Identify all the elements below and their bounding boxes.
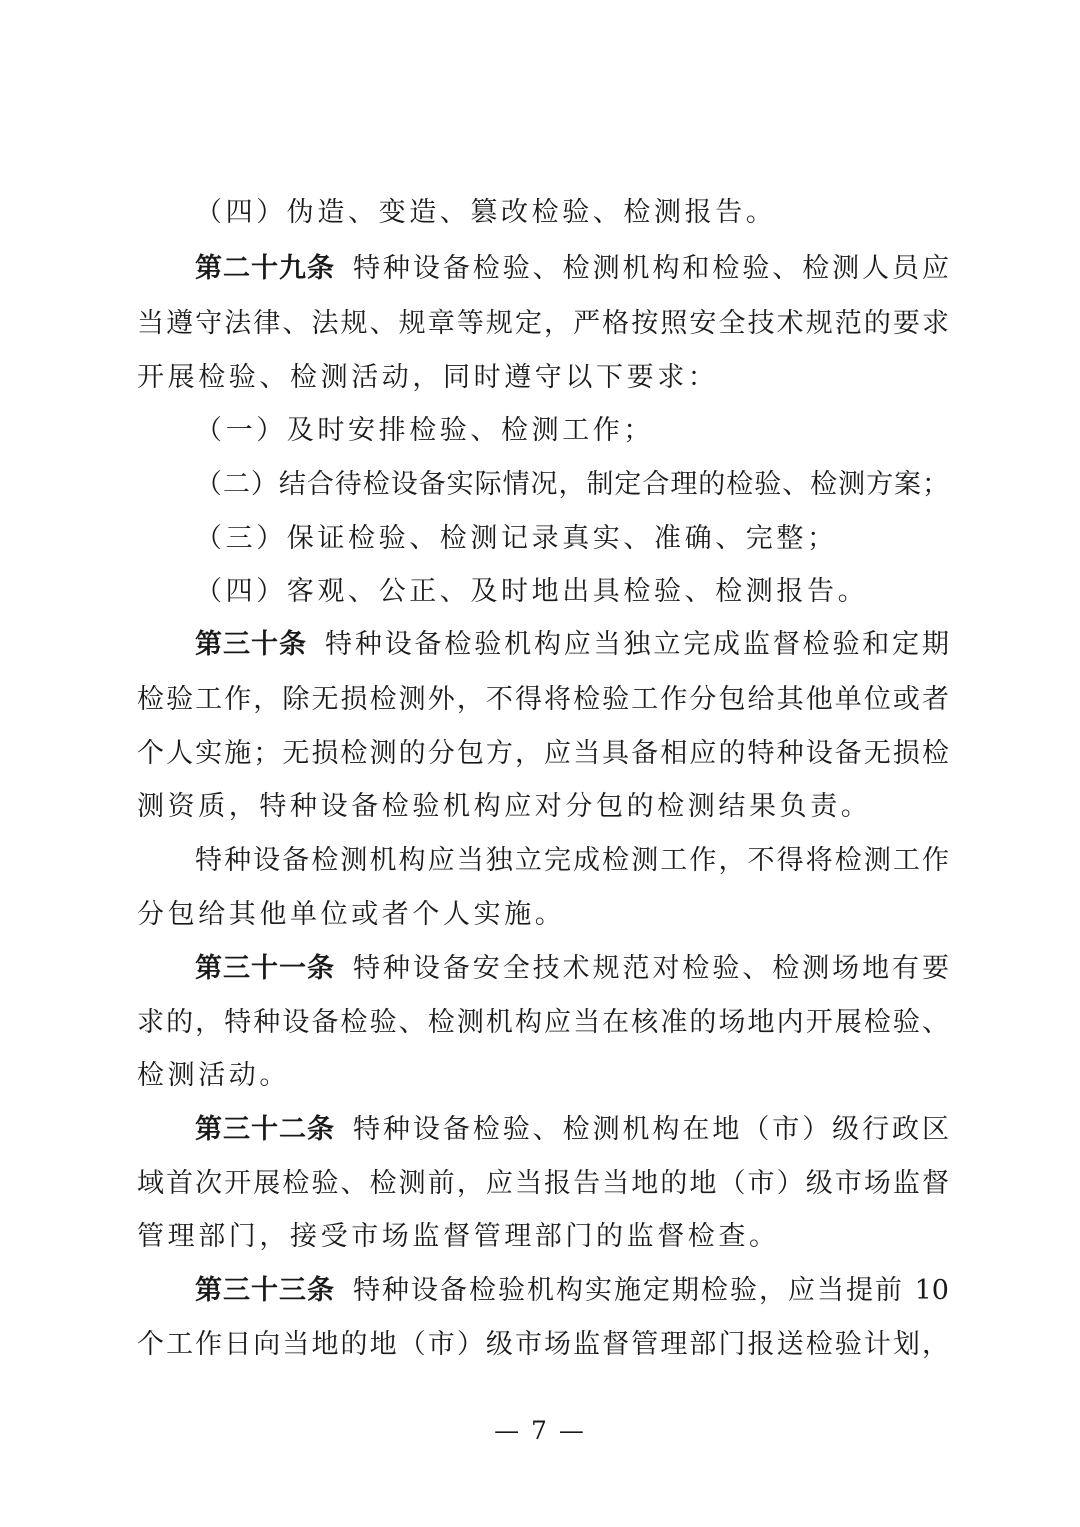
text-line: 检验工作，除无损检测外，不得将检验工作分包给其他单位或者 — [137, 684, 949, 715]
text-line: 求的，特种设备检验、检测机构应当在核准的场地内开展检验、 — [137, 1007, 949, 1038]
text-line: 当遵守法律、法规、规章等规定，严格按照安全技术规范的要求 — [137, 308, 949, 339]
article-31-first-line: 第三十一条 特种设备安全技术规范对检验、检测场地有要 — [195, 949, 949, 989]
text-line: （四）伪造、变造、篡改检验、检测报告。 — [195, 197, 777, 228]
list-item: （四）客观、公正、及时地出具检验、检测报告。 — [195, 576, 869, 607]
article-29-heading: 第二十九条 — [195, 253, 335, 284]
article-29-first-line: 第二十九条 特种设备检验、检测机构和检验、检测人员应 — [195, 249, 949, 289]
article-32-first-line: 第三十二条 特种设备检验、检测机构在地（市）级行政区 — [195, 1110, 949, 1150]
text-line: 检测活动。 — [137, 1060, 290, 1091]
text-line: 个人实施；无损检测的分包方，应当具备相应的特种设备无损检 — [137, 738, 949, 769]
article-33-first-line: 第三十三条 特种设备检验机构实施定期检验，应当提前 10 — [195, 1271, 949, 1311]
text-line: 管理部门，接受市场监督管理部门的监督检查。 — [137, 1221, 780, 1252]
text-line: 开展检验、检测活动，同时遵守以下要求： — [137, 362, 719, 393]
text-line: 分包给其他单位或者个人实施。 — [137, 899, 566, 930]
text-line: 个工作日向当地的地（市）级市场监督管理部门报送检验计划， — [137, 1329, 949, 1360]
text-line: 域首次开展检验、检测前，应当报告当地的地（市）级市场监督 — [137, 1168, 949, 1199]
article-31-heading: 第三十一条 — [195, 953, 335, 984]
page-number: — 7 — — [494, 1416, 586, 1445]
article-32-heading: 第三十二条 — [195, 1114, 335, 1145]
article-30-first-line: 第三十条 特种设备检验机构应当独立完成监督检验和定期 — [195, 625, 949, 665]
article-33-heading: 第三十三条 — [195, 1275, 335, 1306]
list-item: （一）及时安排检验、检测工作； — [195, 415, 654, 446]
list-item: （二）结合待检设备实际情况，制定合理的检验、检测方案； — [195, 469, 949, 500]
text-line: 测资质，特种设备检验机构应对分包的检测结果负责。 — [137, 791, 872, 822]
list-item: （三）保证检验、检测记录真实、准确、完整； — [195, 523, 838, 554]
article-30-heading: 第三十条 — [195, 629, 307, 660]
text-line: 特种设备检测机构应当独立完成检测工作，不得将检测工作 — [195, 845, 949, 876]
